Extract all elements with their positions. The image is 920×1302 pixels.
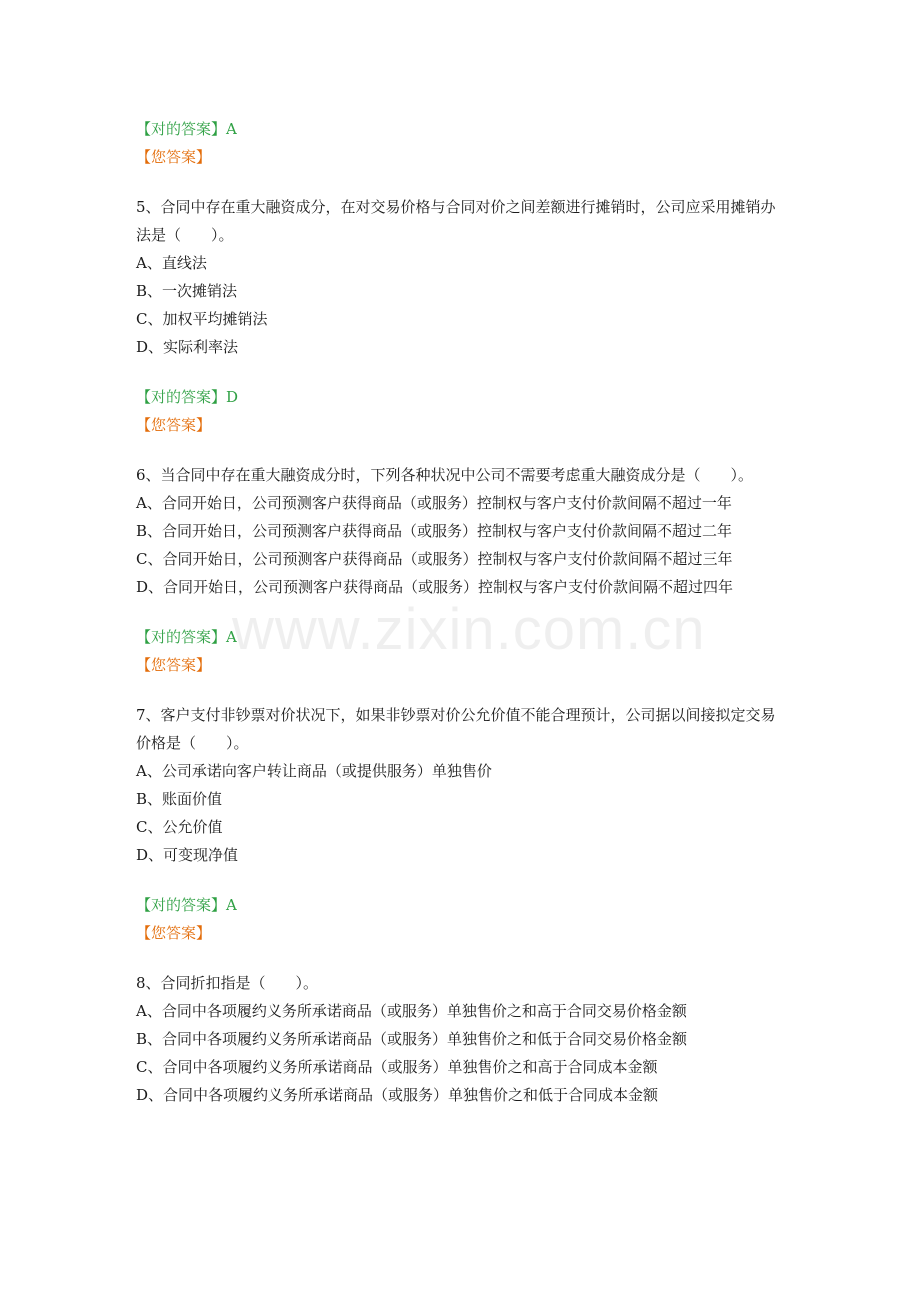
question-stem: 7、客户支付非钞票对价状况下，如果非钞票对价公允价值不能合理预计，公司据以间接拟定交易价格是（ ）。: [136, 706, 776, 752]
answer-block-q4: [136, 115, 816, 171]
correct-answer-label: 【对的答案】A: [136, 628, 237, 646]
question-5: [136, 193, 816, 361]
question-stem: 6、当合同中存在重大融资成分时，下列各种状况中公司不需要考虑重大融资成分是（ ）。: [136, 466, 754, 484]
option-a: A、合同中各项履约义务所承诺商品（或服务）单独售价之和高于合同交易价格金额: [136, 1002, 687, 1020]
option-c: C、合同开始日，公司预测客户获得商品（或服务）控制权与客户支付价款间隔不超过三年: [136, 550, 733, 568]
correct-answer-label: 【对的答案】A: [136, 120, 237, 138]
option-d: D、可变现净值: [136, 846, 239, 864]
option-c: C、加权平均摊销法: [136, 310, 268, 328]
question-6: [136, 461, 816, 601]
option-c: C、公允价值: [136, 818, 223, 836]
correct-answer-label: 【对的答案】A: [136, 896, 237, 914]
document-body: [136, 115, 816, 1109]
option-c: C、合同中各项履约义务所承诺商品（或服务）单独售价之和高于合同成本金额: [136, 1058, 658, 1076]
question-8: [136, 969, 816, 1109]
option-a: A、公司承诺向客户转让商品（或提供服务）单独售价: [136, 762, 492, 780]
your-answer-label: 【您答案】: [136, 416, 212, 434]
answer-block-q6: [136, 623, 816, 679]
question-stem: 8、合同折扣指是（ ）。: [136, 974, 319, 992]
option-d: D、实际利率法: [136, 338, 239, 356]
option-b: B、账面价值: [136, 790, 223, 808]
option-b: B、合同中各项履约义务所承诺商品（或服务）单独售价之和低于合同交易价格金额: [136, 1030, 688, 1048]
answer-block-q7: [136, 891, 816, 947]
option-b: B、合同开始日，公司预测客户获得商品（或服务）控制权与客户支付价款间隔不超过二年: [136, 522, 733, 540]
watermark: www.zixin.com.cn: [232, 597, 706, 662]
option-a: A、直线法: [136, 254, 207, 272]
option-d: D、合同中各项履约义务所承诺商品（或服务）单独售价之和低于合同成本金额: [136, 1086, 659, 1104]
option-d: D、合同开始日，公司预测客户获得商品（或服务）控制权与客户支付价款间隔不超过四年: [136, 578, 734, 596]
option-a: A、合同开始日，公司预测客户获得商品（或服务）控制权与客户支付价款间隔不超过一年: [136, 494, 732, 512]
correct-answer-label: 【对的答案】D: [136, 388, 239, 406]
your-answer-label: 【您答案】: [136, 924, 212, 942]
option-b: B、一次摊销法: [136, 282, 238, 300]
your-answer-label: 【您答案】: [136, 148, 212, 166]
answer-block-q5: [136, 383, 816, 439]
question-stem: 5、合同中存在重大融资成分，在对交易价格与合同对价之间差额进行摊销时，公司应采用摊销办法是（ ）。: [136, 198, 776, 244]
question-7: [136, 701, 816, 869]
your-answer-label: 【您答案】: [136, 656, 212, 674]
